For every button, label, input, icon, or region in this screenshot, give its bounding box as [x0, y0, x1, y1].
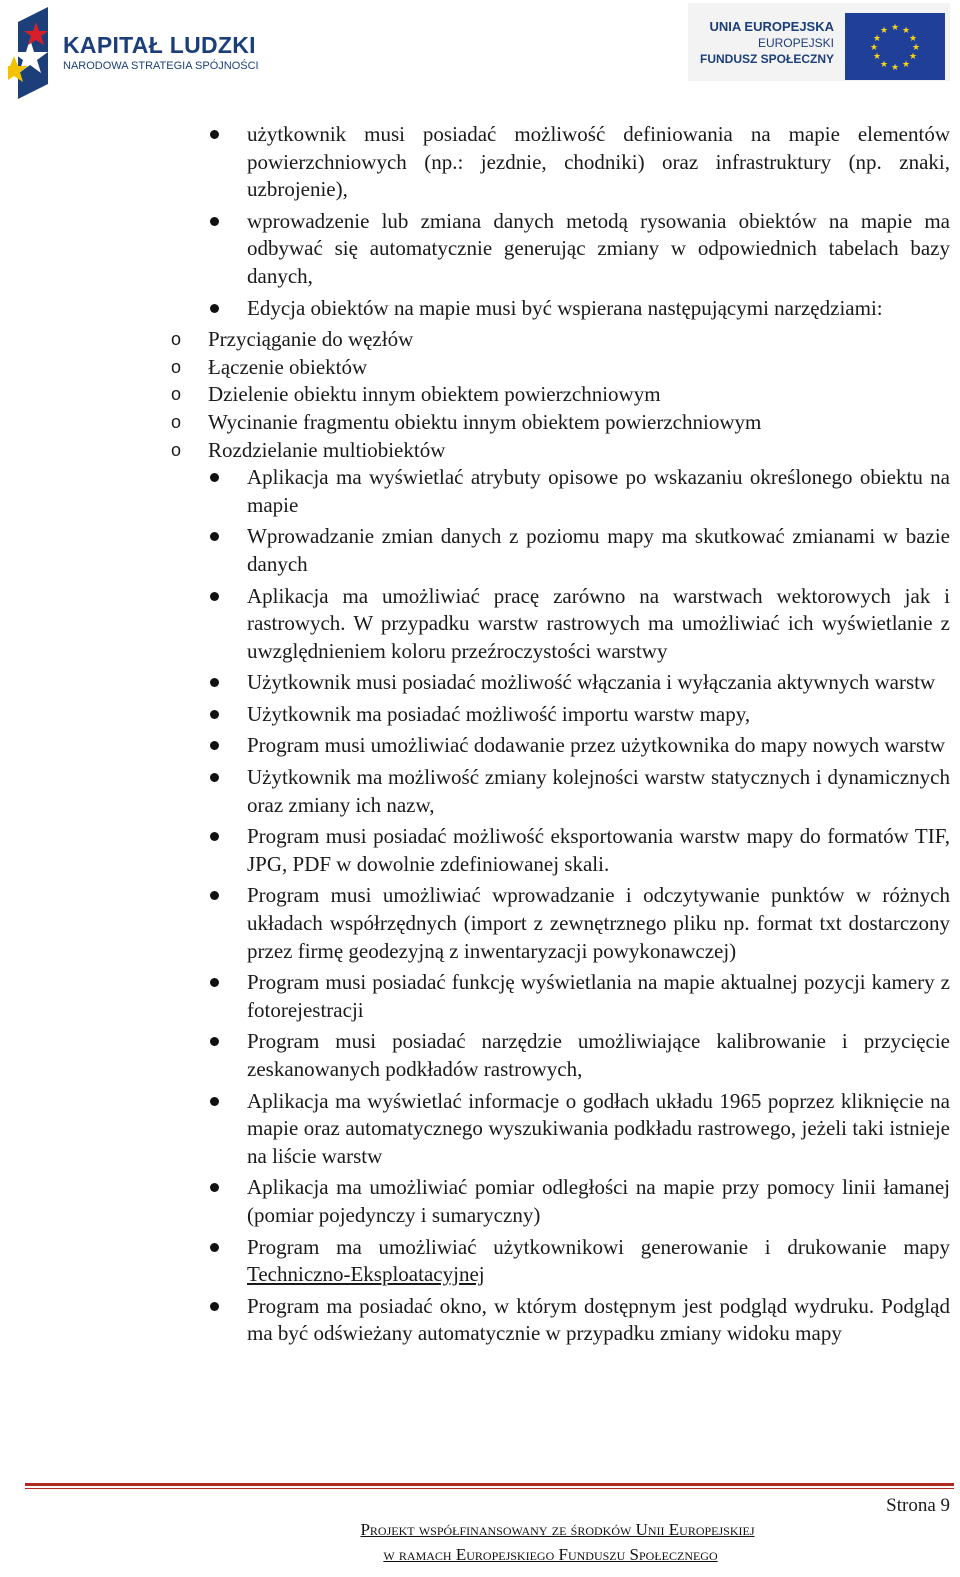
- bullet-icon: [210, 130, 219, 139]
- list-item: [247, 295, 950, 323]
- sub-list-item: [171, 354, 950, 382]
- svg-text:★: ★: [901, 26, 911, 36]
- sub-list-item: [171, 437, 950, 465]
- bullet-icon: [210, 532, 219, 541]
- list-item: [247, 732, 950, 760]
- eu-flag-icon: [845, 13, 945, 80]
- list-item-text: Aplikacja ma umożliwiać pomiar odległości na mapie przy pomocy linii łamanej (pomiar pojedynczy i sumaryczny): [247, 1175, 950, 1227]
- page-number: Strona 9: [886, 1495, 950, 1516]
- list-item-text: Wprowadzanie zmian danych z poziomu mapy ma skutkować zmianami w bazie danych: [247, 524, 950, 576]
- list-item-text: użytkownik musi posiadać możliwość definiowania na mapie elementów powierzchniowych (np.: jezdnie, chodniki) oraz infrastruktury (np. znaki, uzbrojenie),: [247, 122, 950, 202]
- bullet-icon: [210, 592, 219, 601]
- list-item-text: wprowadzenie lub zmiana danych metodą rysowania obiektów na mapie ma odbywać się automatycznie generując zmiany w odpowiednich tabelach bazy danych,: [247, 208, 950, 288]
- svg-text:★: ★: [890, 63, 900, 73]
- bullet-icon: [210, 1302, 219, 1311]
- list-item: [247, 121, 950, 204]
- bullet-icon: [210, 1037, 219, 1046]
- logo-subtitle: NARODOWA STRATEGIA SPÓJNOŚCI: [63, 60, 259, 72]
- list-item-text: Rozdzielanie multiobiektów: [208, 437, 446, 462]
- svg-text:★: ★: [901, 60, 911, 70]
- list-item-text: Łączenie obiektów: [208, 354, 368, 379]
- svg-text:★: ★: [869, 43, 879, 53]
- list-item-text: Program musi posiadać możliwość eksportowania warstw mapy do formatów TIF, JPG, PDF w dowolnie zdefiniowanej skali.: [247, 824, 950, 876]
- sub-list-item: [171, 326, 950, 354]
- svg-text:★: ★: [879, 60, 889, 70]
- logo-title: KAPITAŁ LUDZKI: [63, 32, 256, 58]
- bullet-icon: [210, 891, 219, 900]
- list-item-text: Użytkownik ma możliwość zmiany kolejności warstw statycznych i dynamicznych oraz zmiany ich nazw,: [247, 765, 950, 817]
- svg-text:★: ★: [908, 52, 918, 62]
- list-item-text: Przyciąganie do węzłów: [208, 327, 414, 352]
- kapital-ludzki-star-icon: [8, 4, 68, 104]
- bullet-icon: [210, 473, 219, 482]
- footer-divider-thin: [25, 1488, 954, 1489]
- svg-text:★: ★: [908, 34, 918, 44]
- list-item-text: Użytkownik ma posiadać możliwość importu warstw mapy,: [247, 701, 751, 726]
- list-item: [247, 669, 950, 697]
- svg-text:★: ★: [911, 43, 921, 53]
- eu-logo: [688, 3, 950, 81]
- list-item: [247, 1234, 950, 1289]
- eu-logo-text: [700, 19, 834, 67]
- bullet-icon: [210, 710, 219, 719]
- requirements-list: [0, 121, 960, 1352]
- list-item: [247, 823, 950, 878]
- eu-line-1: UNIA EUROPEJSKA: [709, 19, 834, 34]
- list-item: [247, 1028, 950, 1083]
- list-item-text: Aplikacja ma wyświetlać informacje o godłach układu 1965 poprzez kliknięcie na mapie oraz automatycznego wyszukiwania podkładu rastrowego, jeżeli taki istnieje na liście warstw: [247, 1088, 950, 1168]
- svg-text:★: ★: [872, 34, 882, 44]
- bullet-icon: [210, 1097, 219, 1106]
- list-item: [247, 764, 950, 819]
- list-item: [247, 701, 950, 729]
- list-item: [247, 969, 950, 1024]
- circle-bullet-icon: o: [171, 411, 182, 432]
- list-item-text: Program ma posiadać okno, w którym dostępnym jest podgląd wydruku. Podgląd ma być odświeżany automatycznie w przypadku zmiany widoku mapy: [247, 1293, 950, 1346]
- bullet-icon: [210, 741, 219, 750]
- circle-bullet-icon: o: [171, 356, 182, 377]
- list-item-text: Program musi posiadać narzędzie umożliwiające kalibrowanie i przycięcie zeskanowanych podkładów rastrowych,: [247, 1029, 950, 1081]
- sub-list-item: [171, 381, 950, 409]
- circle-bullet-icon: o: [171, 329, 182, 350]
- kapital-ludzki-logo: [8, 4, 258, 104]
- sub-list-item: [171, 409, 950, 437]
- eu-line-3: FUNDUSZ SPOŁECZNY: [699, 52, 834, 66]
- bullet-icon: [210, 1183, 219, 1192]
- bullet-icon: [210, 217, 219, 226]
- list-item: [247, 1293, 950, 1348]
- list-item-text: Użytkownik musi posiadać możliwość włączania i wyłączania aktywnych warstw: [247, 670, 936, 695]
- list-item-text: Aplikacja ma umożliwiać pracę zarówno na warstwach wektorowych jak i rastrowych. W przypadku warstw rastrowych ma umożliwiać ich wyświetlanie z uwzględnieniem koloru przeźroczystości warstwy: [247, 583, 950, 663]
- list-item-text: Edycja obiektów na mapie musi być wspierana następującymi narzędziami:: [247, 295, 883, 320]
- circle-bullet-icon: o: [171, 384, 182, 405]
- svg-text:★: ★: [879, 26, 889, 36]
- footer-divider: [25, 1483, 954, 1486]
- bullet-icon: [210, 678, 219, 687]
- circle-bullet-icon: o: [171, 439, 182, 460]
- svg-text:★: ★: [872, 52, 882, 62]
- footer-line-1: Projekt współfinansowany ze środków Unii Europejskiej: [360, 1520, 755, 1539]
- list-item-text: Dzielenie obiektu innym obiektem powierzchniowym: [208, 382, 661, 407]
- bullet-icon: [210, 832, 219, 841]
- list-item-text: Program musi posiadać funkcję wyświetlania na mapie aktualnej pozycji kamery z fotorejestracji: [247, 970, 950, 1022]
- list-item: [247, 523, 950, 578]
- svg-text:★: ★: [890, 23, 900, 33]
- footer-line-2: w ramach Europejskiego Funduszu Społecznego: [383, 1545, 718, 1564]
- list-item: [247, 1174, 950, 1229]
- underlined-term: Techniczno-Eksploatacyjnej: [247, 1262, 485, 1287]
- list-item-text: Program ma umożliwiać użytkownikowi generowanie i drukowanie mapy: [247, 1234, 950, 1259]
- list-item: [247, 208, 950, 291]
- list-item-text: Program musi umożliwiać wprowadzanie i odczytywanie punktów w różnych układach współrzędnych (import z zewnętrznego pliku np. format txt dostarczony przez firmę geodezyjną z inwentaryzacji powykonawczej): [247, 883, 950, 963]
- bullet-icon: [210, 773, 219, 782]
- bullet-icon: [210, 978, 219, 987]
- eu-line-2: EUROPEJSKI: [757, 36, 834, 50]
- bullet-icon: [210, 1243, 219, 1252]
- list-item: [247, 1088, 950, 1171]
- bullet-icon: [210, 304, 219, 313]
- list-item: [247, 882, 950, 965]
- list-item-text: Aplikacja ma wyświetlać atrybuty opisowe po wskazaniu określonego obiektu na mapie: [247, 465, 950, 517]
- list-item: [247, 583, 950, 666]
- list-item-text: Wycinanie fragmentu obiektu innym obiektem powierzchniowym: [208, 409, 762, 434]
- list-item: [247, 464, 950, 519]
- list-item-text: Program musi umożliwiać dodawanie przez użytkownika do mapy nowych warstw: [247, 733, 946, 758]
